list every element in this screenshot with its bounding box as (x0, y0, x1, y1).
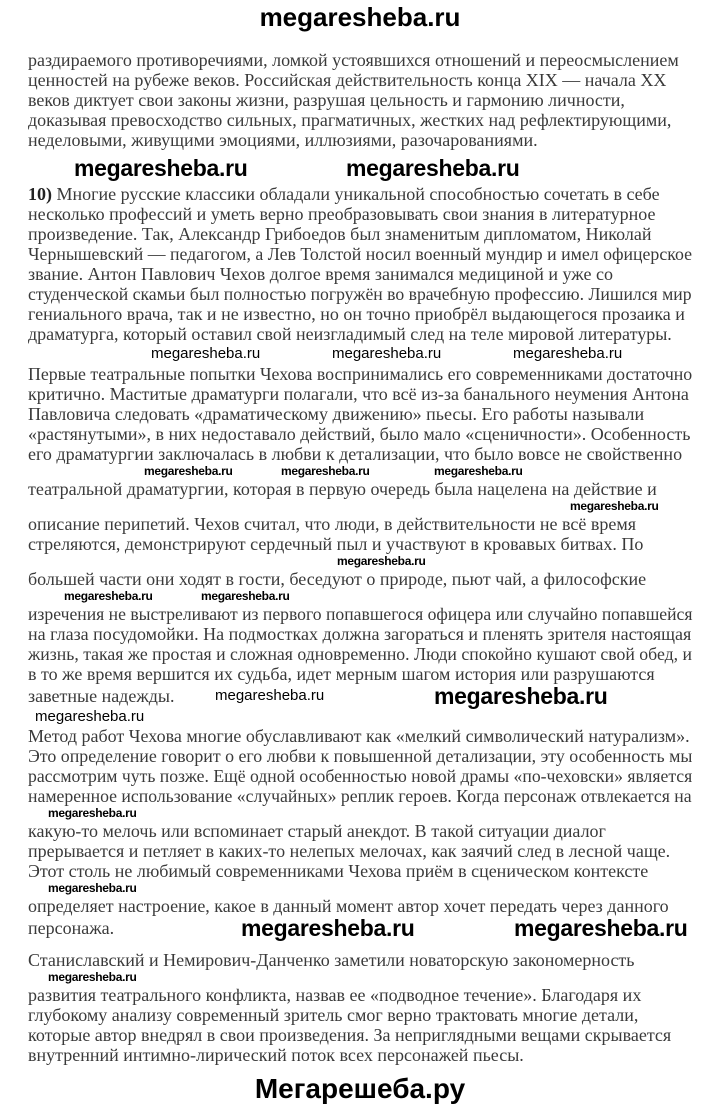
text-line: его драматургии заключалась в любви к детализации, что было вовсе не свойственно (28, 444, 683, 464)
watermark: megaresheba.ru (35, 708, 145, 725)
text-line: изречения не выстреливают из первого попавшегося офицера или случайно попавшейся (28, 604, 693, 624)
site-footer: Мегарешеба.ру (254, 1073, 466, 1104)
text-line: прерывается и петляет в каких-то нелепых мелочах, как заячий след в лесной чаще. (28, 841, 671, 861)
watermark: megaresheba.ru (570, 499, 659, 513)
text-line: рассмотрим чуть позже. Ещё одной особенностью новой драмы «по-чеховски» является (28, 766, 693, 786)
watermark: megaresheba.ru (64, 589, 153, 603)
text-line: Павловича следовать «драматическому движению» пьесы. Его работы называли (28, 404, 645, 424)
text-line: какую-то мелочь или вспоминает старый анекдот. В такой ситуации диалог (28, 821, 606, 841)
watermark: megaresheba.ru (241, 915, 415, 941)
watermark: megaresheba.ru (48, 806, 137, 820)
text-line: глубокому анализу современный зритель смог верно трактовать многие детали, (28, 1005, 639, 1025)
text-line: студенческой скамьи был полностью погружён во врачебную профессию. Лишился мир (28, 284, 692, 304)
text-line: драматурга, который оставил свой неизгладимый след на теле мировой литературы. (28, 324, 672, 344)
text-line: определяет настроение, какое в данный момент автор хочет передать через данного (28, 896, 669, 916)
text-line: Чернышевский — педагогом, а Лев Толстой носил военный мундир и имел офицерское (28, 244, 692, 264)
watermark: megaresheba.ru (281, 464, 370, 478)
watermark: megaresheba.ru (144, 464, 233, 478)
text-line: «растянутыми», в них недоставало действий, было мало «сценичности». Особенность (28, 424, 691, 444)
text-line: внутренний интимно-лирический поток всех персонажей пьесы. (28, 1045, 524, 1065)
text-span: Многие русские классики обладали уникальной способностью сочетать в себе (52, 184, 660, 204)
text-line: Метод работ Чехова многие обуславливают как «мелкий символический натурализм». (28, 726, 690, 746)
site-header: megaresheba.ru (259, 2, 461, 32)
text-line: большей части они ходят в гости, беседуют о природе, пьют чай, а философские (28, 569, 647, 589)
watermark: megaresheba.ru (215, 687, 325, 704)
watermark: megaresheba.ru (513, 345, 623, 362)
watermark: megaresheba.ru (434, 464, 523, 478)
text-line: театральной драматургии, которая в первую очередь была нацелена на действие и (28, 479, 657, 499)
watermark: megaresheba.ru (346, 155, 520, 181)
text-line: неделовыми, живущими эмоциями, иллюзиями, разочарованиями. (28, 130, 538, 150)
text-line: Станиславский и Немирович-Данченко заметили новаторскую закономерность (28, 950, 635, 970)
text-line: описание перипетий. Чехов считал, что люди, в действительности не всё время (28, 514, 637, 534)
watermark: megaresheba.ru (48, 970, 137, 984)
text-line: Это определение говорит о его любви к повышенной детализации, эту особенность мы (28, 746, 693, 766)
text-line: Этот столь не любимый современниками Чехова приём в сценическом контексте (28, 861, 649, 881)
text-line (28, 184, 660, 204)
text-line: гениального врача, так и не известно, но он точно приобрёл выдающегося прозаика и (28, 304, 685, 324)
watermark: megaresheba.ru (74, 155, 248, 181)
text-line: ценностей на рубеже веков. Российская действительность конца XIX — начала XX (28, 70, 667, 90)
text-line: которые автор внедрял в свои произведения. За неприглядными вещами скрывается (28, 1025, 672, 1045)
text-line: несколько профессий и уметь верно преобразовывать свои знания в литературное (28, 204, 656, 224)
answer-number: 10) (28, 184, 52, 204)
watermark: megaresheba.ru (434, 683, 608, 709)
text-line: веков диктует свои законы жизни, разрушая цельность и гармонию личности, (28, 90, 625, 110)
watermark: megaresheba.ru (151, 345, 261, 362)
text-line: звание. Антон Павлович Чехов долгое время занимался медициной и уже со (28, 264, 613, 284)
text-line: раздираемого противоречиями, ломкой устоявшихся отношений и переосмыслением (28, 50, 679, 70)
text-line: критично. Маститые драматурги полагали, что всё из-за банального неумения Антона (28, 384, 689, 404)
text-line: развития театрального конфликта, назвав ее «подводное течение». Благодаря их (28, 985, 642, 1005)
text-line: произведение. Так, Александр Грибоедов был знаменитым дипломатом, Николай (28, 224, 652, 244)
watermark: megaresheba.ru (332, 345, 442, 362)
watermark: megaresheba.ru (337, 554, 426, 568)
watermark: megaresheba.ru (514, 915, 688, 941)
text-line: на глаза посудомойки. На подмостках должна загораться и пленять зрителя настоящая (28, 624, 692, 644)
watermark: megaresheba.ru (48, 881, 137, 895)
text-line: жизнь, такая же простая и сложная одновременно. Люди спокойно кушают свой обед, и (28, 644, 692, 664)
text-line: стреляются, демонстрируют сердечный пыл и участвуют в кровавых битвах. По (28, 534, 644, 554)
text-line: намеренное использование «случайных» реплик героев. Когда персонаж отвлекается на (28, 786, 692, 806)
watermark: megaresheba.ru (201, 589, 290, 603)
text-line: в то же время вершится их судьба, идет мерным шагом история или разрушаются (28, 664, 655, 684)
text-line: заветные надежды. (28, 686, 175, 706)
text-line: Первые театральные попытки Чехова воспринимались его современниками достаточно (28, 364, 693, 384)
text-line: персонажа. (28, 918, 115, 938)
text-line: доказывая превосходство сильных, прагматичных, жестких над рефлектирующими, (28, 110, 672, 130)
